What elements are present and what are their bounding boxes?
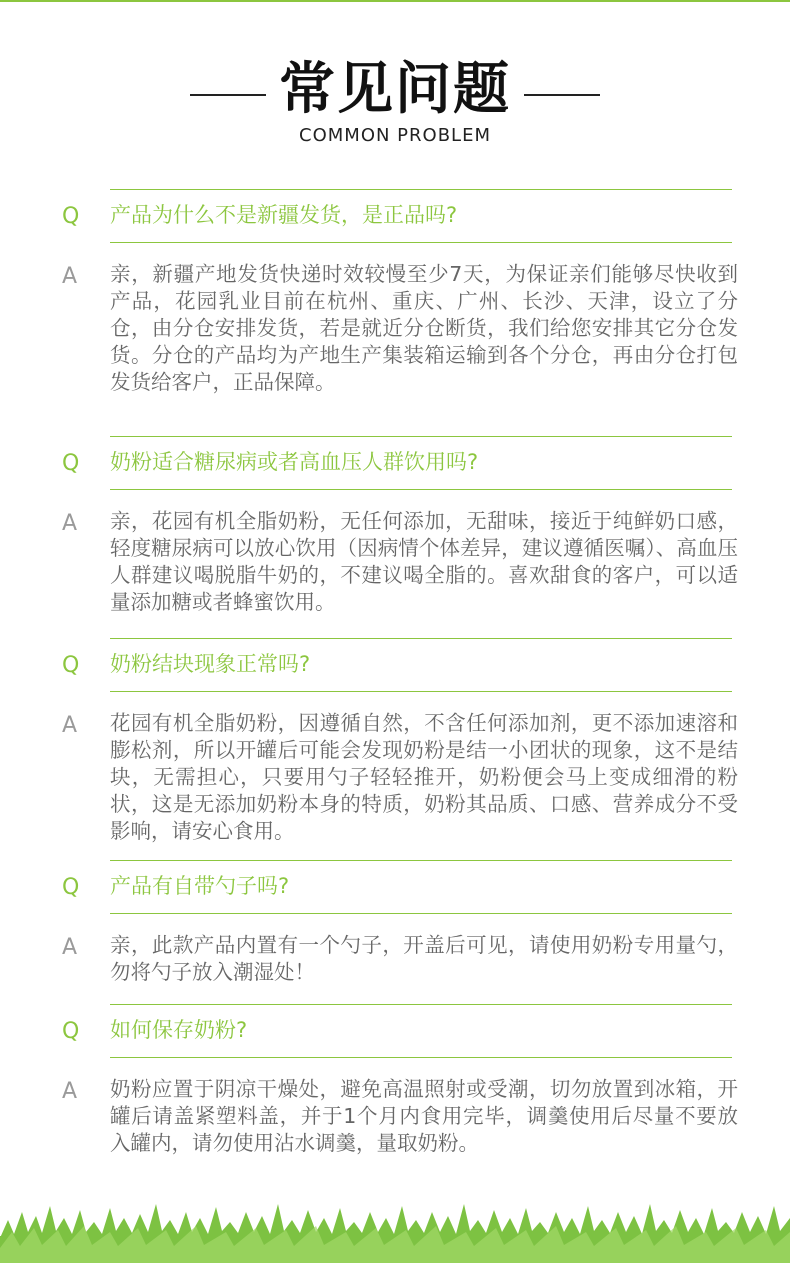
top-accent-line — [0, 0, 790, 2]
answer-text: 亲，花园有机全脂奶粉，无任何添加，无甜味，接近于纯鲜奶口感，轻度糖尿病可以放心饮用（因病情个体差异，建议遵循医嘱）、高血压人群建议喝脱脂牛奶的，不建议喝全脂的。喜欢甜食的客户，可以适量添加糖或者蜂蜜饮用。 — [110, 509, 738, 614]
question-marker: Q — [62, 1019, 80, 1044]
divider — [110, 691, 732, 692]
answer-marker: A — [62, 935, 78, 960]
page-subtitle: COMMON PROBLEM — [299, 125, 491, 146]
divider — [110, 1057, 732, 1058]
question-marker: Q — [62, 653, 80, 678]
answer-text: 花园有机全脂奶粉，因遵循自然，不含任何添加剂，更不添加速溶和膨松剂，所以开罐后可能会发现奶粉是结一小团状的现象，这不是结块，无需担心，只要用勺子轻轻推开，奶粉便会马上变成细滑的粉状，这是无添加奶粉本身的特质，奶粉其品质、口感、营养成分不受影响，请安心食用。 — [110, 711, 738, 843]
divider — [110, 1004, 732, 1005]
header-rule-right — [524, 94, 600, 96]
answer-marker: A — [62, 1079, 78, 1104]
answer-marker: A — [62, 511, 78, 536]
page-title: 常见问题 — [279, 57, 511, 122]
divider — [110, 913, 732, 914]
divider — [110, 436, 732, 437]
question-text: 产品为什么不是新疆发货，是正品吗? — [110, 203, 458, 227]
answer-text: 奶粉应置于阴凉干燥处，避免高温照射或受潮，切勿放置到冰箱，开罐后请盖紧塑料盖，并于1个月内食用完毕，调羹使用后尽量不要放入罐内，请勿使用沾水调羹，量取奶粉。 — [110, 1077, 738, 1155]
question-text: 奶粉适合糖尿病或者高血压人群饮用吗? — [110, 450, 479, 474]
grass-decoration — [0, 1198, 790, 1263]
divider — [110, 860, 732, 861]
question-marker: Q — [62, 875, 80, 900]
answer-text: 亲，此款产品内置有一个勺子，开盖后可见，请使用奶粉专用量勺，勿将勺子放入潮湿处！ — [110, 933, 738, 984]
question-text: 如何保存奶粉? — [110, 1018, 248, 1042]
divider — [110, 638, 732, 639]
divider — [110, 489, 732, 490]
question-marker: Q — [62, 451, 80, 476]
answer-text: 亲，新疆产地发货快递时效较慢至少7天，为保证亲们能够尽快收到产品，花园乳业目前在杭州、重庆、广州、长沙、天津，设立了分仓，由分仓安排发货，若是就近分仓断货，我们给您安排其它分仓发货。分仓的产品均为产地生产集装箱运输到各个分仓，再由分仓打包发货给客户，正品保障。 — [110, 262, 738, 394]
question-marker: Q — [62, 204, 80, 229]
section-header — [0, 48, 790, 158]
divider — [110, 242, 732, 243]
question-text: 奶粉结块现象正常吗? — [110, 652, 311, 676]
question-text: 产品有自带勺子吗? — [110, 874, 290, 898]
answer-marker: A — [62, 264, 78, 289]
answer-marker: A — [62, 713, 78, 738]
divider — [110, 189, 732, 190]
